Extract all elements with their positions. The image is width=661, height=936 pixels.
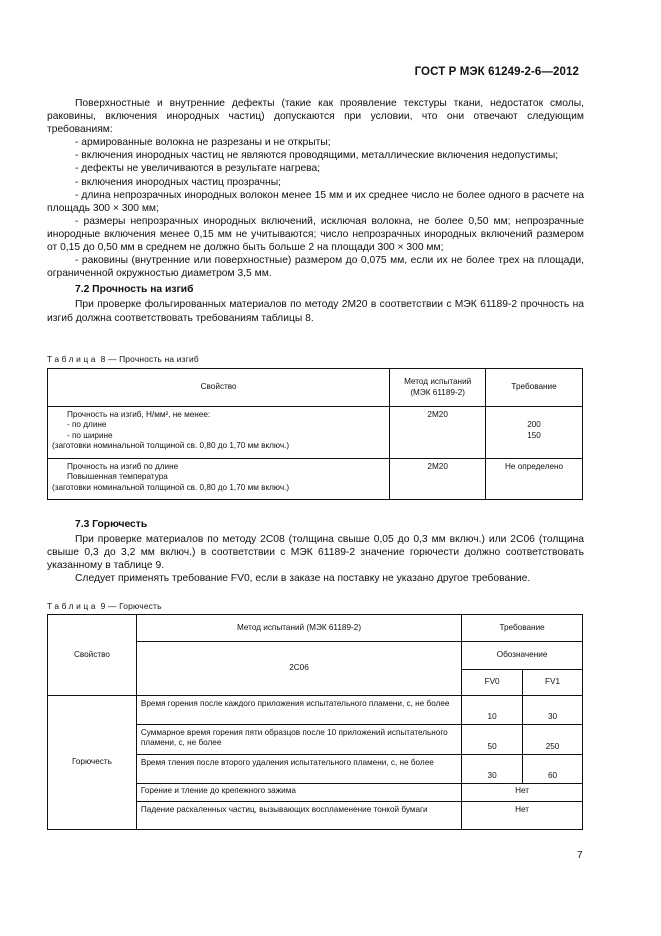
- table-9-cell-text: Суммарное время горения пяти образцов после 10 приложений испытательного пламени, с, не более: [136, 725, 461, 755]
- cell-line: (заготовки номинальной толщиной св. 0,80 до 1,70 мм включ.): [52, 482, 290, 492]
- table-9-cell-text: Время тления после второго удаления испытательного пламени, с, не более: [136, 755, 461, 784]
- list-item: - длина непрозрачных инородных волокон менее 15 мм и их среднее число не более одного в расчете на площадь 300 × 300 мм;: [47, 189, 584, 214]
- list-item: - включения инородных частиц не являются проводящими, металлические включения недопустимы;: [75, 150, 559, 162]
- table-8-caption-title: 8 — Прочность на изгиб: [100, 354, 199, 364]
- cell-line: - по длине: [67, 420, 107, 430]
- table-9-cell-both: Нет: [462, 784, 583, 802]
- cell-line: - по ширине: [67, 430, 113, 440]
- cell-line: 150: [527, 430, 541, 440]
- table-9-cell-fv1: 250: [523, 725, 583, 755]
- table-9: [47, 614, 583, 830]
- table-9-header-requirement: Требование: [462, 615, 583, 642]
- table-8-caption-word: Таблица: [47, 354, 99, 364]
- section-7-3-text: При проверке материалов по методу 2С08 (толщина свыше 0,05 до 0,3 мм включ.) или 2С06 (толщина свыше 0,3 до 3,2 мм включ.) в соответствии с МЭК 61189-2 значение горючести должно соответствовать указанному в таблице 9.: [47, 534, 584, 572]
- table-9-cell-text: Падение раскаленных частиц, вызывающих воспламенение тонкой бумаги: [136, 802, 461, 830]
- page-number: 7: [577, 850, 583, 861]
- table-9-header-designation: Обозначение: [462, 642, 583, 670]
- cell-line: [490, 410, 578, 420]
- table-8-cell-method: 2М20: [390, 407, 486, 459]
- intro-section: [47, 97, 584, 325]
- cell-line: (заготовки номинальной толщиной св. 0,80 до 1,70 мм включ.): [52, 441, 290, 451]
- table-9-caption-title: 9 — Горючесть: [100, 601, 162, 611]
- table-9-header-property: Свойство: [48, 615, 137, 696]
- list-item: - раковины (внутренние или поверхностные) размером до 0,075 мм, если их не более трех на площади, ограниченной окружностью диаметром 3,5 мм.: [47, 255, 584, 280]
- table-8-header-method: Метод испытаний (МЭК 61189-2): [390, 369, 486, 407]
- table-9-cell-fv0: 50: [462, 725, 523, 755]
- document-header: ГОСТ Р МЭК 61249-2-6—2012: [414, 66, 579, 78]
- table-8: [47, 368, 583, 500]
- list-item: - размеры непрозрачных инородных включений, исключая волокна, не более 0,50 мм; непрозрачные инородные включения менее 0,15 мм не учитываются; число непрозрачных инородных включений размером от 0,15 до 0,50 мм в среднем не должно быть больше 2 на площади 300 × 300 мм;: [47, 215, 584, 254]
- section-7-2-text: При проверке фольгированных материалов по методу 2М20 в соответствии с МЭК 61189-2 прочность на изгиб должна соответствовать требованиям таблицы 8.: [47, 299, 584, 324]
- table-9-cell-property: Горючесть: [48, 696, 137, 830]
- table-8-cell-requirement: Не определено: [486, 459, 583, 500]
- cell-line: Повышенная температура: [67, 472, 168, 482]
- table-row: [48, 459, 583, 500]
- intro-paragraph: Поверхностные и внутренние дефекты (такие как проявление текстуры ткани, недостаток смолы, раковины, включения инородных частиц) допускаются при условии, что они отвечают следующим требованиям:: [47, 98, 584, 136]
- section-7-3: [47, 518, 584, 585]
- table-9-caption: [47, 601, 162, 611]
- table-8-header-requirement: Требование: [486, 369, 583, 407]
- table-8-header-property: Свойство: [48, 369, 390, 407]
- table-8-cell-property: [48, 407, 390, 459]
- list-item: - включения инородных частиц прозрачны;: [75, 176, 281, 188]
- table-8-caption: [47, 354, 199, 364]
- cell-line: Прочность на изгиб по длине: [67, 462, 179, 471]
- table-9-cell-fv1: 60: [523, 755, 583, 784]
- cell-line: 200: [527, 420, 541, 430]
- table-9-cell-fv1: 30: [523, 696, 583, 725]
- table-9-cell-fv0: 30: [462, 755, 523, 784]
- section-heading-7-2: 7.2 Прочность на изгиб: [75, 284, 194, 296]
- list-item: - дефекты не увеличиваются в результате нагрева;: [75, 163, 321, 175]
- table-9-header-method: Метод испытаний (МЭК 61189-2): [136, 615, 461, 642]
- table-8-cell-property: [48, 459, 390, 500]
- table-8-cell-requirement: [486, 407, 583, 459]
- table-9-cell-text: Горение и тление до крепежного зажима: [136, 784, 461, 802]
- table-9-cell-both: Нет: [462, 802, 583, 830]
- table-9-header-fv0: FV0: [462, 670, 523, 696]
- table-9-header-fv1: FV1: [523, 670, 583, 696]
- table-9-cell-text: Время горения после каждого приложения испытательного пламени, с, не более: [136, 696, 461, 725]
- section-heading-7-3: 7.3 Горючесть: [75, 519, 148, 530]
- table-9-header-method-code: 2С06: [136, 642, 461, 696]
- list-item: - армированные волокна не разрезаны и не открыты;: [75, 137, 331, 149]
- section-7-3-note: Следует применять требование FV0, если в заказе на поставку не указано другое требование.: [75, 573, 531, 585]
- table-row: [48, 696, 583, 725]
- table-9-cell-fv0: 10: [462, 696, 523, 725]
- table-9-caption-word: Таблица: [47, 601, 99, 611]
- table-row: [48, 407, 583, 459]
- table-8-cell-method: 2М20: [390, 459, 486, 500]
- cell-line: Прочность на изгиб, Н/мм², не менее:: [67, 410, 211, 419]
